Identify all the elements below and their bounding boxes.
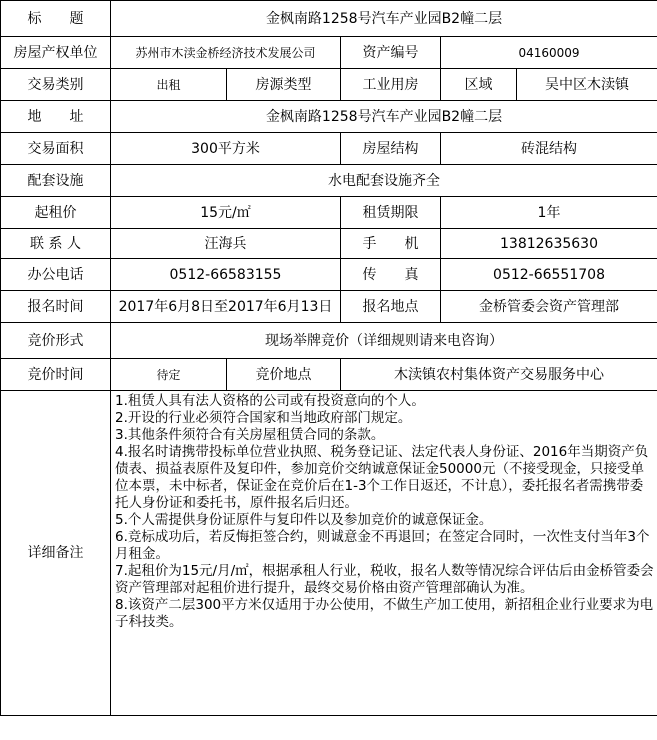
region-value: 吴中区木渎镇	[517, 69, 657, 101]
row-contact	[1, 229, 657, 259]
area-label: 交易面积	[1, 133, 111, 165]
row-notes	[1, 391, 657, 716]
notes-label: 详细备注	[1, 391, 111, 716]
row-bid-form	[1, 323, 657, 359]
note-item: 3.其他条件须符合有关房屋租赁合同的条款。	[115, 427, 385, 443]
note-item: 7.起租价为15元/月/㎡，根据承租人行业，税收，报名人数等情况综合评估后由金桥管委会资产管理部对起租价进行提升，最终交易价格由资产管理部确认为准。	[115, 563, 654, 596]
structure-label: 房屋结构	[341, 133, 441, 165]
trade-type-label: 交易类别	[1, 69, 111, 101]
note-item: 1.租赁人具有法人资格的公司或有投资意向的个人。	[115, 393, 425, 409]
bid-form-label: 竞价形式	[1, 323, 111, 359]
owner-label: 房屋产权单位	[1, 37, 111, 69]
title-label: 标 题	[1, 1, 111, 37]
row-facilities	[1, 165, 657, 197]
facilities-label: 配套设施	[1, 165, 111, 197]
region-label: 区域	[441, 69, 517, 101]
source-type-label: 房源类型	[227, 69, 341, 101]
fax-value: 0512-66551708	[441, 259, 657, 291]
structure-value: 砖混结构	[441, 133, 657, 165]
asset-number-label: 资产编号	[341, 37, 441, 69]
lease-period-label: 租赁期限	[341, 197, 441, 229]
mobile-value: 13812635630	[441, 229, 657, 259]
trade-type-value: 出租	[111, 69, 227, 101]
owner-value: 苏州市木渎金桥经济技术发展公司	[111, 37, 341, 69]
note-item: 8.该资产二层300平方米仅适用于办公使用，不做生产加工使用，新招租企业行业要求为电子科技类。	[115, 597, 654, 630]
bid-form-value: 现场举牌竞价（详细规则请来电咨询）	[111, 323, 657, 359]
signup-time-label: 报名时间	[1, 291, 111, 323]
signup-place-label: 报名地点	[341, 291, 441, 323]
contact-value: 汪海兵	[111, 229, 341, 259]
asset-number-value: 04160009	[441, 37, 657, 69]
rent-label: 起租价	[1, 197, 111, 229]
row-area	[1, 133, 657, 165]
signup-time-value: 2017年6月8日至2017年6月13日	[111, 291, 341, 323]
note-item: 2.开设的行业必须符合国家和当地政府部门规定。	[115, 410, 412, 426]
row-owner	[1, 37, 657, 69]
lease-period-value: 1年	[441, 197, 657, 229]
source-type-value: 工业用房	[341, 69, 441, 101]
bid-place-label: 竞价地点	[227, 359, 341, 391]
office-phone-label: 办公电话	[1, 259, 111, 291]
row-title	[1, 1, 657, 37]
row-bid-time	[1, 359, 657, 391]
row-trade-type	[1, 69, 657, 101]
office-phone-value: 0512-66583155	[111, 259, 341, 291]
address-label: 地 址	[1, 101, 111, 133]
bid-time-label: 竞价时间	[1, 359, 111, 391]
note-item: 5.个人需提供身份证原件与复印件以及参加竞价的诚意保证金。	[115, 512, 493, 528]
row-phone	[1, 259, 657, 291]
area-value: 300平方米	[111, 133, 341, 165]
note-item: 4.报名时请携带投标单位营业执照、税务登记证、法定代表人身份证、2016年当期资产负债表、损益表原件及复印件，参加竞价交纳诚意保证金50000元（不接受现金，只接受单位本票，未中标者，保证金在竞价后在1-3个工作日返还，不计息），委托报名者需携带委托人身份证和委托书，原件报名后归还。	[115, 444, 649, 511]
rent-value: 15元/㎡	[111, 197, 341, 229]
row-address	[1, 101, 657, 133]
contact-label: 联 系 人	[1, 229, 111, 259]
facilities-value: 水电配套设施齐全	[111, 165, 657, 197]
bid-place-value: 木渎镇农村集体资产交易服务中心	[341, 359, 657, 391]
fax-label: 传 真	[341, 259, 441, 291]
title-value: 金枫南路1258号汽车产业园B2幢二层	[111, 1, 657, 37]
mobile-label: 手 机	[341, 229, 441, 259]
row-rent	[1, 197, 657, 229]
bid-time-value: 待定	[111, 359, 227, 391]
note-item: 6.竞标成功后，若反悔拒签合约，则诚意金不再退回；在签定合同时，一次性支付当年3个月租金。	[115, 529, 650, 562]
notes-content	[111, 391, 657, 716]
row-signup	[1, 291, 657, 323]
address-value: 金枫南路1258号汽车产业园B2幢二层	[111, 101, 657, 133]
signup-place-value: 金桥管委会资产管理部	[441, 291, 657, 323]
